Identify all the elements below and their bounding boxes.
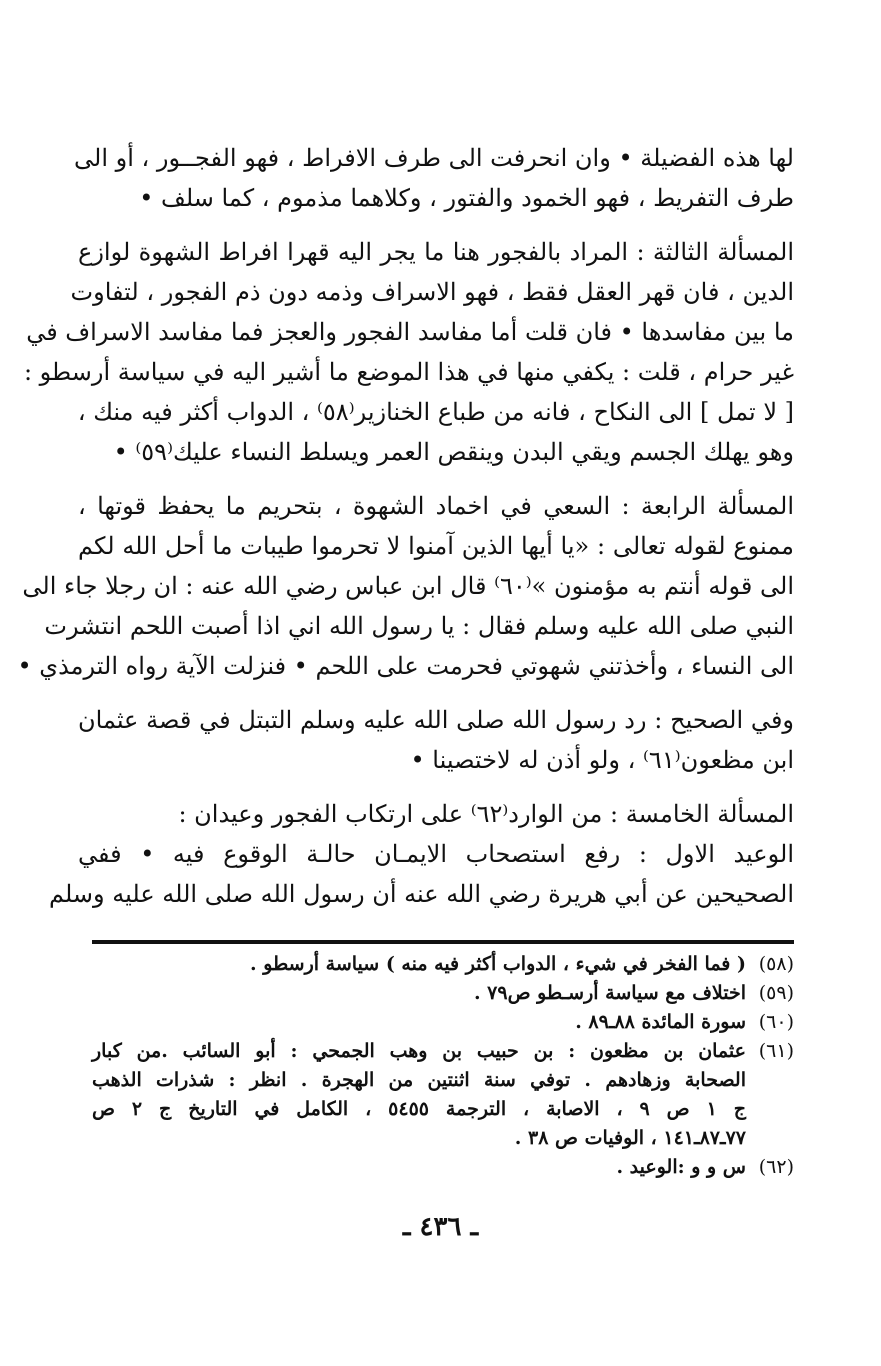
footnote-line: ٧٧ـ٨٧ـ١٤١ ، الوفيات ص ٣٨ .	[514, 1127, 746, 1149]
paragraph-issue-five	[49, 794, 794, 914]
footnote-line: اختلاف مع سياسة أرسـطو ص٧٩ .	[473, 982, 746, 1004]
paragraph-issue-four	[17, 486, 794, 686]
text-line: النبي صلى الله عليه وسلم فقال : يا رسول الله اني اذا أصبت اللحم انتشرت	[44, 612, 794, 640]
paragraph-issue-three	[23, 232, 794, 472]
footnote-line: ج ١ ص ٩ ، الاصابة ، الترجمة ٥٤٥٥ ، الكامل في التاريخ ج ٢ ص	[92, 1098, 746, 1120]
paragraph-intro	[74, 138, 794, 218]
footnote-number: (٦٠)	[758, 1011, 794, 1033]
paragraph-sahih	[78, 700, 794, 780]
footnote-number: (٥٨)	[758, 953, 794, 975]
footnote-text	[92, 950, 746, 979]
footnote-60	[92, 1008, 794, 1037]
footnote-59	[92, 979, 794, 1008]
footnote-text	[92, 1037, 746, 1153]
footnote-line: ( فما الفخر في شيء ، الدواب أكثر فيه منه ) سياسة أرسطو .	[250, 953, 746, 975]
footnote-line: سورة المائدة ٨٨ـ٨٩ .	[575, 1011, 746, 1033]
footnote-58	[92, 950, 794, 979]
text-line: لها هذه الفضيلة • وان انحرفت الى طرف الافراط ، فهو الفجــور ، أو الى	[74, 144, 794, 172]
text-line: الى قوله أنتم به مؤمنون »⁽٦٠⁾ قال ابن عباس رضي الله عنه : ان رجلا جاء الى	[22, 572, 794, 600]
text-line: طرف التفريط ، فهو الخمود والفتور ، وكلاهما مذموم ، كما سلف •	[139, 184, 794, 212]
text-line: ابن مظعون⁽٦١⁾ ، ولو أذن له لاختصينا •	[410, 746, 794, 774]
main-text	[17, 138, 795, 928]
text-line: [ لا تمل ] الى النكاح ، فانه من طباع الخنازير⁽٥٨⁾ ، الدواب أكثر فيه منك ،	[77, 398, 794, 426]
footnote-number: (٦١)	[758, 1040, 794, 1062]
text-line: الدين ، فان قهر العقل فقط ، فهو الاسراف وذمه دون ذم الفجور ، لتفاوت	[70, 278, 794, 306]
footnote-text	[92, 1153, 746, 1182]
text-line: وهو يهلك الجسم ويقي البدن وينقص العمر ويسلط النساء عليك⁽٥٩⁾ •	[113, 438, 794, 466]
text-line: ما بين مفاسدها • فان قلت أما مفاسد الفجور والعجز فما مفاسد الاسراف في	[26, 318, 794, 346]
footnote-62	[92, 1153, 794, 1182]
footnote-separator	[92, 940, 794, 944]
footnote-text	[92, 979, 746, 1008]
text-line: المسألة الخامسة : من الوارد⁽٦٢⁾ على ارتكاب الفجور وعيدان :	[178, 800, 794, 828]
text-line: المسألة الثالثة : المراد بالفجور هنا ما يجر اليه قهرا افراط الشهوة لوازع	[78, 238, 794, 266]
text-line: غير حرام ، قلت : يكفي منها في هذا الموضع ما أشير اليه في سياسة أرسطو :	[23, 358, 794, 386]
footnote-line: الصحابة وزهادهم . توفي سنة اثنتين من الهجرة . انظر : شذرات الذهب	[92, 1069, 746, 1091]
footnote-61	[92, 1037, 794, 1153]
text-line: الى النساء ، وأخذتني شهوتي فحرمت على اللحم • فنزلت الآية رواه الترمذي •	[17, 652, 794, 680]
text-line: وفي الصحيح : رد رسول الله صلى الله عليه وسلم التبتل في قصة عثمان	[78, 706, 795, 734]
footnote-text	[92, 1008, 746, 1037]
footnote-number: (٦٢)	[758, 1156, 794, 1178]
footnote-line: عثمان بن مظعون : بن حبيب بن وهب الجمحي : أبو السائب .من كبار	[92, 1040, 746, 1062]
footnote-line: س و و :الوعيد .	[616, 1156, 746, 1178]
footnotes	[92, 950, 794, 1182]
text-line: المسألة الرابعة : السعي في اخماد الشهوة ، بتحريم ما يحفظ قوتها ،	[78, 492, 794, 520]
text-line: الصحيحين عن أبي هريرة رضي الله عنه أن رسول الله صلى الله عليه وسلم	[49, 880, 794, 908]
text-line: ممنوع لقوله تعالى : «يا أيها الذين آمنوا لا تحرموا طيبات ما أحل الله لكم	[78, 532, 794, 560]
page-number: ـ ٤٣٦ ـ	[402, 1212, 479, 1242]
text-line: الوعيد الاول : رفع استصحاب الايمـان حالـة الوقوع فيه • ففي	[78, 840, 794, 868]
footnote-number: (٥٩)	[758, 982, 794, 1004]
